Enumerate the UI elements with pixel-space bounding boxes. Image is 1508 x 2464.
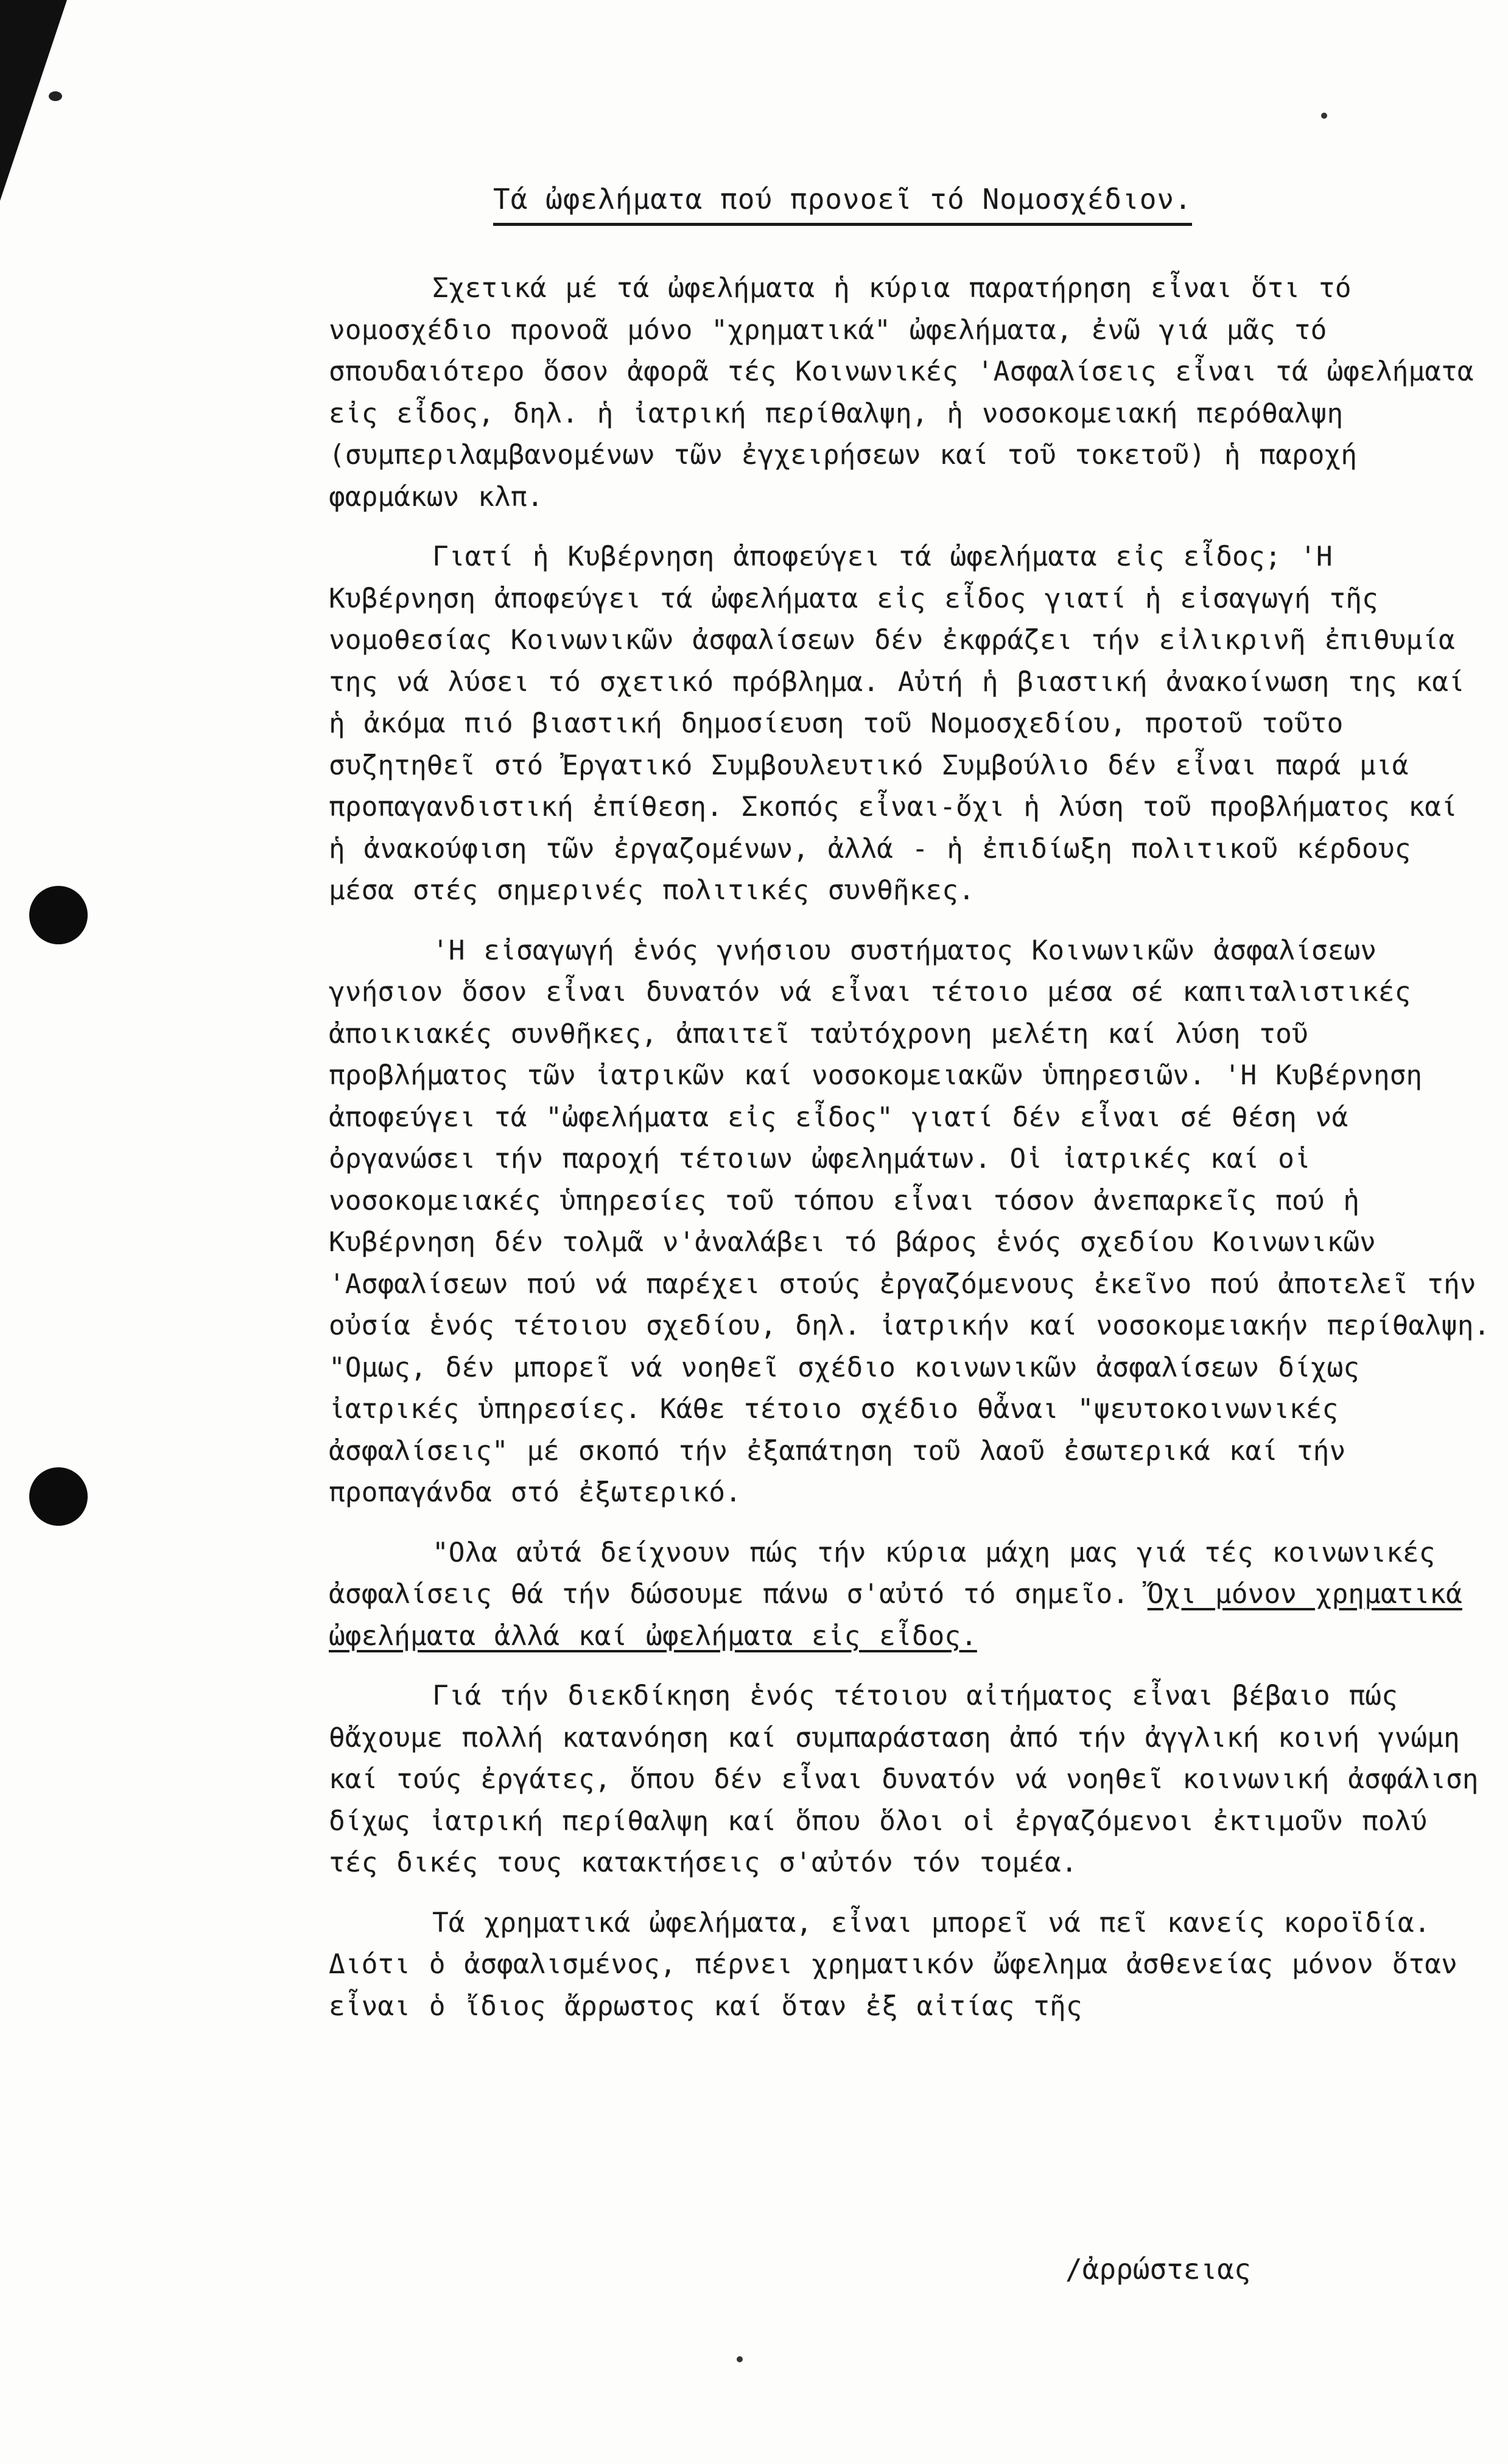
scan-dot [1321, 113, 1327, 119]
paragraph-3: 'Η εἰσαγωγή ἑνός γνήσιου συστήματος Κοινωνικῶν ἀσφαλίσεων γνήσιον ὅσον εἶναι δυνατόν νά εἶναι τέτοιο μέσα σέ καπιταλιστικές ἀποικιακές συνθῆκες, ἀπαιτεῖ ταὐτόχρονη μελέτη καί λύση τοῦ προβλήματος τῶν ἰατρικῶν καί νοσοκομειακῶν ὑπηρεσιῶν. 'Η Κυβέρνηση ἀποφεύγει τά "ὠφελήματα εἰς εἶδος" γιατί δέν εἶναι σέ θέση νά ὀργανώσει τήν παροχή τέτοιων ὠφελημάτων. Οἱ ἰατρικές καί οἱ νοσοκομειακές ὑπηρεσίες τοῦ τόπου εἶναι τόσον ἀνεπαρκεῖς πού ἡ Κυβέρνηση δέν τολμᾶ ν'ἀναλάβει τό βάρος ἑνός σχεδίου Κοινωνικῶν 'Ασφαλίσεων πού νά παρέχει στούς ἐργαζόμενους ἐκεῖνο πού ἀποτελεῖ τήν οὐσία ἑνός τέτοιου σχεδίου, δηλ. ἰατρικήν καί νοσοκομειακήν περίθαλψη. "Ομως, δέν μπορεῖ νά νοηθεῖ σχέδιο κοινωνικῶν ἀσφαλίσεων δίχως ἰατρικές ὑπηρεσίες. Κάθε τέτοιο σχέδιο θἆναι "ψευτοκοινωνικές ἀσφαλίσεις" μέ σκοπό τήν ἐξαπάτηση τοῦ λαοῦ ἐσωτερικά καί τήν προπαγάνδα στό ἐξωτερικό. [329, 935, 1490, 1508]
punch-hole-upper [29, 886, 88, 944]
paragraph-2: Γιατί ἡ Κυβέρνηση ἀποφεύγει τά ὠφελήματα εἰς εἶδος; 'Η Κυβέρνηση ἀποφεύγει τά ὠφελήματα εἰς εἶδος γιατί ἡ εἰσαγωγή τῆς νομοθεσίας Κοινωνικῶν ἀσφαλίσεων δέν ἐκφράζει τήν εἰλικρινῆ ἐπιθυμία της νά λύσει τό σχετικό πρόβλημα. Αὐτή ἡ βιαστική ἀνακοίνωση της καί ἡ ἀκόμα πιό βιαστική δημοσίευση τοῦ Νομοσχεδίου, προτοῦ τοῦτο συζητηθεῖ στό Ἐργατικό Συμβουλευτικό Συμβούλιο δέν εἶναι παρά μιά προπαγανδιστική ἐπίθεση. Σκοπός εἶναι-ὄχι ἡ λύση τοῦ προβλήματος καί ἡ ἀνακούφιση τῶν ἐργαζομένων, ἀλλά - ἡ ἐπιδίωξη πολιτικοῦ κέρδους μέσα στές σημερινές πολιτικές συνθῆκες. [329, 541, 1465, 906]
scan-dot [737, 2356, 743, 2362]
paragraph-4 [329, 1532, 1492, 1658]
paragraph-1: Σχετικά μέ τά ὠφελήματα ἡ κύρια παρατήρηση εἶναι ὅτι τό νομοσχέδιο προνοᾶ μόνο "χρηματικά" ὠφελήματα, ἐνῶ γιά μᾶς τό σπουδαιότερο ὅσον ἀφορᾶ τές Κοινωνικές 'Ασφαλίσεις εἶναι τά ὠφελήματα εἰς εἶδος, δηλ. ἡ ἰατρική περίθαλψη, ἡ νοσοκομειακή περόθαλψη (συμπεριλαμβανομένων τῶν ἐγχειρήσεων καί τοῦ τοκετοῦ) ἡ παροχή φαρμάκων κλπ. [329, 273, 1474, 513]
document-title: Τά ὠφελήματα πού προνοεῖ τό Νομοσχέδιον. [493, 183, 1192, 226]
paragraph-6: Τά χρηματικά ὠφελήματα, εἶναι μπορεῖ νά πεῖ κανείς κοροϊδία. Διότι ὁ ἀσφαλισμένος, πέρνει χρηματικόν ὤφελημα ἀσθενείας μόνον ὅταν εἶναι ὁ ἴδιος ἄρρωστος καί ὅταν ἐξ αἰτίας τῆς [329, 1907, 1457, 2022]
scan-speck [49, 91, 62, 101]
paragraph-5: Γιά τήν διεκδίκηση ἑνός τέτοιου αἰτήματος εἶναι βέβαιο πώς θἄχουμε πολλή κατανόηση καί συμπαράσταση ἀπό τήν ἀγγλική κοινή γνώμη καί τούς ἐργάτες, ὅπου δέν εἶναι δυνατόν νά νοηθεῖ κοινωνική ἀσφάλιση δίχως ἰατρική περίθαλψη καί ὅπου ὅλοι οἱ ἐργαζόμενοι ἐκτιμοῦν πολύ τές δικές τους κατακτήσεις σ'αὐτόν τόν τομέα. [329, 1680, 1479, 1878]
underlined-emphasis: Ὄχι μόνον χρηματικά ὠφελήματα ἀλλά καί ὠφελήματα εἰς εἶδος. [329, 1579, 1462, 1652]
punch-hole-lower [29, 1467, 88, 1526]
paragraph-4-text: "Ολα αὐτά δείχνουν πώς τήν κύρια μάχη μας γιά τές κοινωνικές ἀσφαλίσεις θά τήν δώσουμε πάνω σ'αὐτό τό σημεῖο. [329, 1537, 1436, 1610]
continuation-word: /ἀρρώστειας [1065, 2253, 1251, 2286]
document-body [329, 268, 1492, 2046]
